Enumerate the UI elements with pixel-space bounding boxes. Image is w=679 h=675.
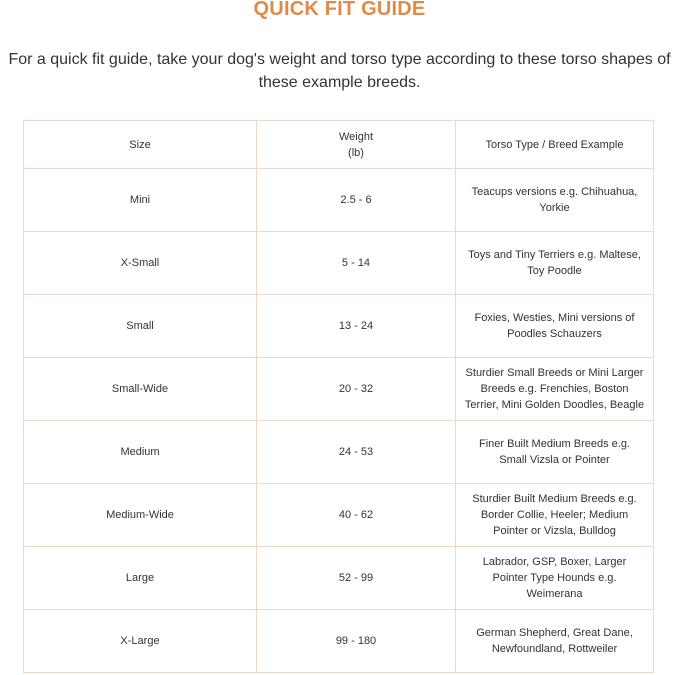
- cell-torso: Labrador, GSP, Boxer, Larger Pointer Type Hounds e.g. Weimerana: [456, 547, 654, 610]
- cell-torso: Toys and Tiny Terriers e.g. Maltese, Toy Poodle: [456, 232, 654, 295]
- cell-size: X-Large: [24, 610, 257, 673]
- cell-weight: 52 - 99: [257, 547, 456, 610]
- table-row: [24, 547, 654, 610]
- cell-torso: Sturdier Built Medium Breeds e.g. Border Collie, Heeler; Medium Pointer or Vizsla, Bulldog: [456, 484, 654, 547]
- table-row: [24, 295, 654, 358]
- table-row: [24, 484, 654, 547]
- intro-text: [0, 48, 679, 94]
- cell-torso: Sturdier Small Breeds or Mini Larger Breeds e.g. Frenchies, Boston Terrier, Mini Golden Doodles, Beagle: [456, 358, 654, 421]
- cell-size: X-Small: [24, 232, 257, 295]
- table-header-row: [24, 121, 654, 169]
- cell-weight: 5 - 14: [257, 232, 456, 295]
- cell-size: Mini: [24, 169, 257, 232]
- cell-weight: 24 - 53: [257, 421, 456, 484]
- cell-weight: 2.5 - 6: [257, 169, 456, 232]
- header-weight-label: Weight: [338, 130, 374, 143]
- table-row: [24, 358, 654, 421]
- header-size: Size: [24, 121, 257, 169]
- cell-size: Small: [24, 295, 257, 358]
- cell-size: Medium-Wide: [24, 484, 257, 547]
- header-weight-unit: (lb): [348, 146, 364, 159]
- table-row: [24, 169, 654, 232]
- intro-line-2: these example breeds.: [258, 74, 421, 91]
- size-guide-table: [23, 120, 654, 673]
- intro-line-1: For a quick fit guide, take your dog's weight and torso type according to these torso shapes of: [8, 51, 671, 68]
- table-row: [24, 232, 654, 295]
- cell-weight: 13 - 24: [257, 295, 456, 358]
- cell-torso: Teacups versions e.g. Chihuahua, Yorkie: [456, 169, 654, 232]
- header-weight: [257, 121, 456, 169]
- page-title: QUICK FIT GUIDE: [253, 0, 426, 20]
- cell-weight: 20 - 32: [257, 358, 456, 421]
- header-torso: Torso Type / Breed Example: [456, 121, 654, 169]
- cell-size: Large: [24, 547, 257, 610]
- cell-size: Small-Wide: [24, 358, 257, 421]
- table-row: [24, 610, 654, 673]
- cell-torso: Foxies, Westies, Mini versions of Poodles Schauzers: [456, 295, 654, 358]
- cell-size: Medium: [24, 421, 257, 484]
- cell-weight: 40 - 62: [257, 484, 456, 547]
- table-row: [24, 421, 654, 484]
- cell-torso: Finer Built Medium Breeds e.g. Small Vizsla or Pointer: [456, 421, 654, 484]
- cell-torso: German Shepherd, Great Dane, Newfoundland, Rottweiler: [456, 610, 654, 673]
- cell-weight: 99 - 180: [257, 610, 456, 673]
